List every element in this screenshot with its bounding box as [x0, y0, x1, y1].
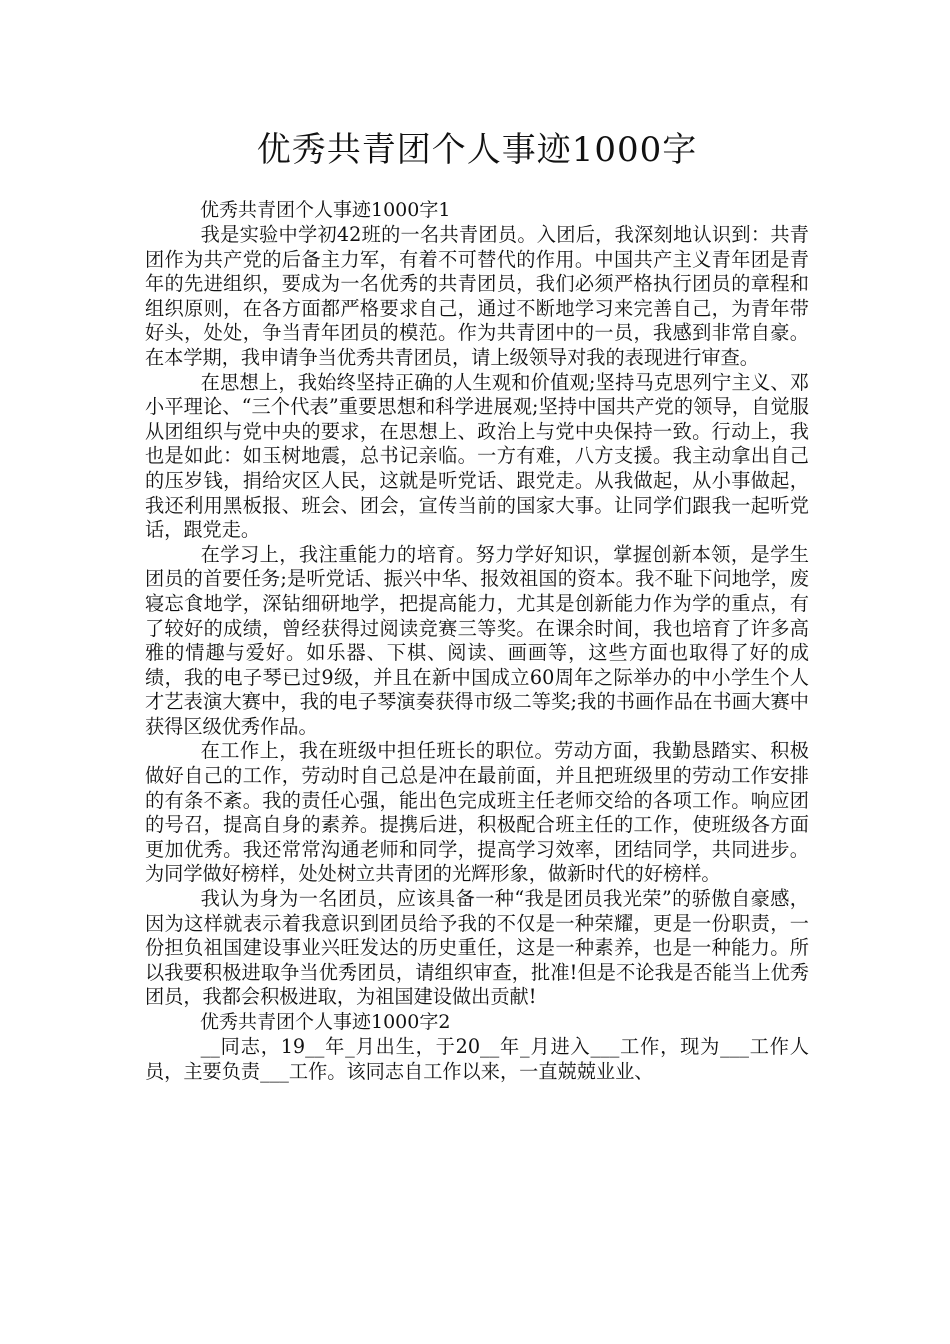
paragraph: 在工作上，我在班级中担任班长的职位。劳动方面，我勤恳踏实、积极做好自己的工作，劳动时自己总是冲在最前面，并且把班级里的劳动工作安排的有条不紊。我的责任心强，能出色完成班主任老师交给的各项工作。响应团的号召，提高自身的素养。提携后进，积极配合班主任的工作，使班级各方面更加优秀。我还常常沟通老师和同学，提高学习效率，团结同学，共同进步。为同学做好榜样，处处树立共青团的光辉形象，做新时代的好榜样。 [145, 739, 809, 886]
paragraph: 在思想上，我始终坚持正确的人生观和价值观;坚持马克思列宁主义、邓小平理论、“三个代表”重要思想和科学进展观;坚持中国共产党的领导，自觉服从团组织与党中央的要求，在思想上、政治上与党中央保持一致。行动上，我也是如此：如玉树地震，总书记亲临。一方有难，八方支援。我主动拿出自己的压岁钱，捐给灾区人民，这就是听党话、跟党走。从我做起，从小事做起，我还利用黑板报、班会、团会，宣传当前的国家大事。让同学们跟我一起听党话，跟党走。 [145, 370, 809, 542]
paragraph: 我认为身为一名团员，应该具备一种“我是团员我光荣”的骄傲自豪感，因为这样就表示着我意识到团员给予我的不仅是一种荣耀，更是一份职责，一份担负祖国建设事业兴旺发达的历史重任，这是一种素养，也是一种能力。所以我要积极进取争当优秀团员，请组织审查，批准!但是不论我是否能当上优秀团员，我都会积极进取，为祖国建设做出贡献! [145, 887, 809, 1009]
document-page [145, 120, 809, 1084]
paragraph: 我是实验中学初42班的一名共青团员。入团后，我深刻地认识到：共青团作为共产党的后备主力军，有着不可替代的作用。中国共产主义青年团是青年的先进组织，要成为一名优秀的共青团员，我们必须严格执行团员的章程和组织原则，在各方面都严格要求自己，通过不断地学习来完善自己，为青年带好头，处处，争当青年团员的模范。作为共青团中的一员，我感到非常自豪。在本学期，我申请争当优秀共青团员，请上级领导对我的表现进行审查。 [145, 223, 809, 369]
section-heading: 优秀共青团个人事迹1000字1 [200, 199, 451, 221]
document-title: 优秀共青团个人事迹1000字 [256, 130, 698, 170]
section-heading: 优秀共青团个人事迹1000字2 [200, 1011, 451, 1033]
paragraph: 在学习上，我注重能力的培育。努力学好知识，掌握创新本领，是学生团员的首要任务;是听党话、振兴中华、报效祖国的资本。我不耻下问地学，废寝忘食地学，深钻细研地学，把提高能力，尤其是创新能力作为学的重点，有了较好的成绩，曾经获得过阅读竞赛三等奖。在课余时间，我也培育了许多高雅的情趣与爱好。如乐器、下棋、阅读、画画等，这些方面也取得了好的成绩，我的电子琴已过9级，并且在新中国成立60周年之际举办的中小学生个人才艺表演大赛中，我的电子琴演奏获得市级二等奖;我的书画作品在书画大赛中获得区级优秀作品。 [145, 542, 809, 738]
section-2 [145, 1010, 809, 1084]
section-1 [145, 198, 809, 1010]
paragraph: __同志，19__年_月出生，于20__年_月进入___工作，现为___工作人员，主要负责___工作。该同志自工作以来，一直兢兢业业、 [145, 1035, 809, 1083]
